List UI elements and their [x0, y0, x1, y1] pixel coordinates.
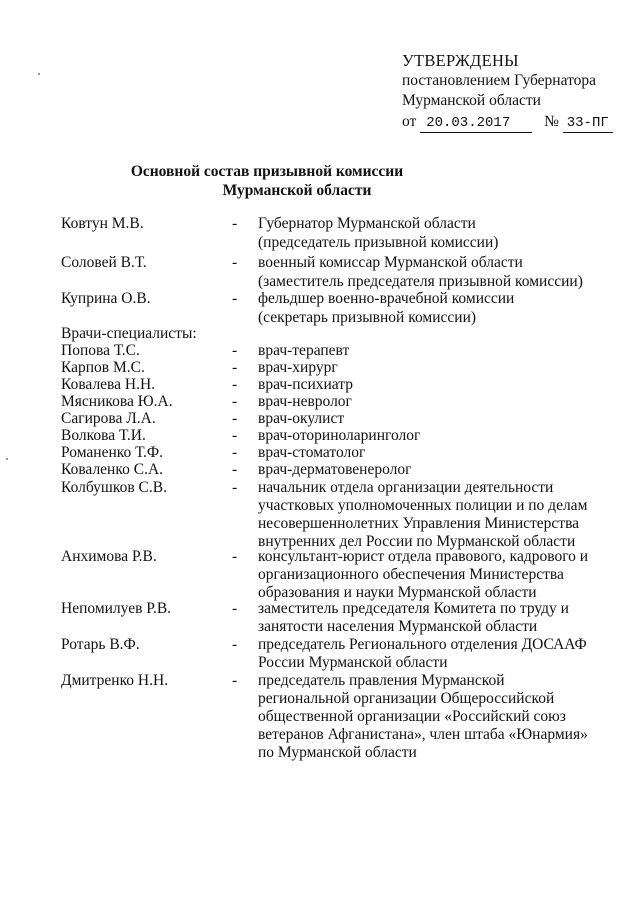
member-role-line: внутренних дел России по Мурманской области	[258, 533, 576, 550]
member-role-line: председатель правления Мурманской	[258, 672, 505, 689]
member-role-line: несовершеннолетних Управления Министерства	[258, 515, 580, 532]
member-role-line: военный комиссар Мурманской области	[258, 254, 523, 271]
member-role-line: врач-невролог	[258, 393, 352, 410]
dash-separator: -	[232, 215, 238, 232]
member-role	[258, 393, 598, 410]
member-role	[258, 342, 598, 359]
member-role	[258, 427, 598, 444]
title-line-1: Основной состав призывной комиссии	[130, 163, 404, 180]
member-role	[258, 461, 598, 478]
dash-separator: -	[232, 672, 238, 689]
title-line-2: Мурманской области	[222, 182, 372, 199]
dash-separator: -	[232, 376, 238, 393]
member-name: Куприна О.В.	[61, 290, 151, 307]
member-role-line: участковых уполномоченных полиции и по делам	[258, 497, 588, 514]
dash-separator: -	[232, 548, 238, 565]
member-role	[258, 672, 598, 762]
scan-speck	[38, 73, 40, 75]
dash-separator: -	[232, 359, 238, 376]
approval-stamp	[402, 51, 613, 133]
member-name: Соловей В.Т.	[61, 254, 147, 271]
dash-separator: -	[232, 393, 238, 410]
member-name: Дмитренко Н.Н.	[61, 672, 169, 689]
member-role	[258, 548, 598, 602]
dash-separator: -	[232, 290, 238, 307]
member-role-line: фельдшер военно-врачебной комиссии	[258, 290, 515, 307]
member-role-line: заместитель председателя Комитета по труду и	[258, 600, 569, 617]
member-role	[258, 600, 598, 636]
dash-separator: -	[232, 410, 238, 427]
member-role-line: (заместитель председателя призывной комиссии)	[258, 273, 583, 290]
member-role	[258, 359, 598, 376]
member-role-line: врач-терапевт	[258, 342, 350, 359]
member-role	[258, 376, 598, 393]
member-name: Мясникова Ю.А.	[61, 393, 173, 410]
dash-separator: -	[232, 427, 238, 444]
scan-speck	[6, 458, 8, 460]
member-name: Романенко Т.Ф.	[61, 444, 164, 461]
member-role-line: врач-психиатр	[258, 376, 353, 393]
approval-date: 20.03.2017	[420, 115, 532, 133]
member-role-line: образования и науки Мурманской области	[258, 584, 537, 601]
member-name: Анхимова Р.В.	[61, 548, 157, 565]
member-role	[258, 214, 598, 252]
member-role-line: (секретарь призывной комиссии)	[258, 309, 477, 326]
member-role-line: председатель Регионального отделения ДОСААФ	[258, 636, 587, 653]
member-role-line: начальник отдела организации деятельности	[258, 479, 554, 496]
member-role-line: ветеранов Афганистана», член штаба «Юнармия»	[258, 726, 588, 743]
approval-heading: УТВЕРЖДЕНЫ	[402, 51, 519, 70]
member-role-line: врач-хирург	[258, 359, 338, 376]
member-role	[258, 289, 598, 327]
member-name: Сагирова Л.А.	[61, 410, 156, 427]
dash-separator: -	[232, 461, 238, 478]
from-label: от	[402, 113, 417, 130]
member-name: Карпов М.С.	[61, 359, 145, 376]
member-name: Ковалева Н.Н.	[61, 376, 156, 393]
member-name: Волкова Т.И.	[61, 427, 146, 444]
dash-separator: -	[232, 254, 238, 271]
member-role	[258, 253, 598, 291]
dash-separator: -	[232, 444, 238, 461]
dash-separator: -	[232, 636, 238, 653]
member-name: Коваленко С.А.	[61, 461, 164, 478]
dash-separator: -	[232, 342, 238, 359]
approval-line-1: постановлением Губернатора	[402, 72, 597, 89]
member-role	[258, 410, 598, 427]
approval-number: 33-ПГ	[563, 115, 613, 133]
member-role-line: врач-оториноларинголог	[258, 427, 421, 444]
member-role-line: занятости населения Мурманской области	[258, 618, 538, 635]
member-role-line: врач-дерматовенеролог	[258, 461, 412, 478]
member-role-line: общественной организации «Российский союз	[258, 708, 566, 725]
member-role-line: Губернатор Мурманской области	[258, 215, 476, 232]
member-role-line: консультант-юрист отдела правового, кадрового и	[258, 548, 589, 565]
member-name: Колбушков С.В.	[61, 479, 167, 496]
member-role-line: региональной организации Общероссийской	[258, 690, 555, 707]
approval-date-line	[402, 112, 613, 133]
dash-separator: -	[232, 600, 238, 617]
member-name: Непомилуев Р.В.	[61, 600, 172, 617]
member-role-line: (председатель призывной комиссии)	[258, 234, 499, 251]
member-role-line: по Мурманской области	[258, 744, 417, 761]
section-label-doctors: Врачи-специалисты:	[61, 325, 197, 342]
member-role-line: врач-окулист	[258, 410, 345, 427]
approval-line-2: Мурманской области	[402, 92, 541, 109]
member-role	[258, 479, 598, 551]
dash-separator: -	[232, 479, 238, 496]
document-title	[0, 162, 640, 200]
member-role-line: России Мурманской области	[258, 654, 448, 671]
member-role-line: врач-стоматолог	[258, 444, 366, 461]
member-name: Ковтун М.В.	[61, 215, 144, 232]
number-label: №	[544, 113, 559, 130]
member-name: Ротарь В.Ф.	[61, 636, 140, 653]
member-role-line: организационного обеспечения Министерства	[258, 566, 564, 583]
member-role	[258, 636, 598, 672]
member-role	[258, 444, 598, 461]
member-name: Попова Т.С.	[61, 342, 140, 359]
